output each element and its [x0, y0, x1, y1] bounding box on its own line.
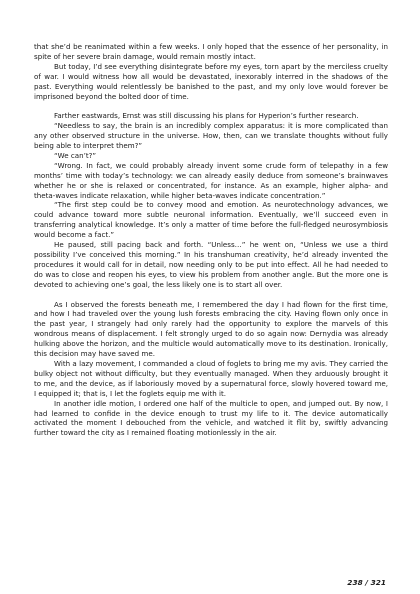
paragraph: Farther eastwards, Ernst was still discussing his plans for Hyperion’s further research. — [54, 111, 359, 121]
paragraph: He paused, still pacing back and forth. “Unless…” he went on, “Unless we use a third possibility I’ve conceived this morning.” In his transhuman creativity, he’d already invented the procedures it would call for in detail, now needing only to be put into effect. All he had needed to do was to close and reopen his eyes, to view his problem from another angle. But the more one is devoted to achieving one’s goal, the less likely one is to start all over. — [34, 240, 388, 289]
paragraph: But today, I’d see everything disintegrate before my eyes, torn apart by the merciless cruelty of war. I would witness how all would be devastated, inexorably interred in the shadows of the past. Everything would relentlessly be banished to the past, and my only love would forever be imprisoned beyond the bolted door of time. — [34, 61, 388, 101]
paragraph: “Needless to say, the brain is an incredibly complex apparatus: it is more complicated than any other observed structure in the universe. How, then, can we translate thoughts without fully being able to interpret them?” — [34, 121, 388, 151]
paragraph: that she’d be reanimated within a few weeks. I only hoped that the essence of her personality, in spite of her severe brain damage, would remain mostly intact. — [34, 42, 388, 61]
paragraph: With a lazy movement, I commanded a cloud of foglets to bring me my avis. They carried the bulky object not without difficulty, but they eventually managed. When they arduously brought it to me, and the device, as if laboriously moved by a supernatural force, slowly hovered toward me, I equipped it; that is, I let the foglets equip me with it. — [34, 358, 388, 398]
paragraph: “Wrong. In fact, we could probably already invent some crude form of telepathy in a few months’ time with today’s technology: we can already easily deduce from someone’s brainwaves whether he or she is relaxed or concentrated, for instance. As an example, higher alpha- and theta-waves indicate relaxation, while higher beta-waves indicate concentration.” — [34, 160, 388, 200]
paragraph: As I observed the forests beneath me, I remembered the day I had flown for the first time, and how I had traveled over the young lush forests embracing the city. Having flown only once in the past year, I strangely had only rarely had the opportunity to explore the marvels of this wondrous means of displacement. I felt strongly urged to do so again now: Dernydia was already hulking above the horizon, and the multicle would automatically move to its destination. Ironically, this decision may have saved me. — [34, 299, 388, 359]
paragraph: In another idle motion, I ordered one half of the multicle to open, and jumped out. By now, I had learned to confide in the device enough to trust my life to it. The device automatically activated the moment I debouched from the vehicle, and watched it flit by, swiftly advancing further toward the city as I remained floating motionlessly in the air. — [34, 398, 388, 438]
page-number: 238 / 321 — [347, 578, 386, 587]
paragraph: “The first step could be to convey mood and emotion. As neurotechnology advances, we could advance toward more subtle neuronal information. Eventually, we’ll succeed even in transferring analytical knowledge. It’s only a matter of time before the full-fledged neurosymbiosis would become a fact.” — [34, 200, 388, 240]
paragraph: “We can’t?” — [54, 150, 97, 160]
page-body — [34, 42, 388, 438]
